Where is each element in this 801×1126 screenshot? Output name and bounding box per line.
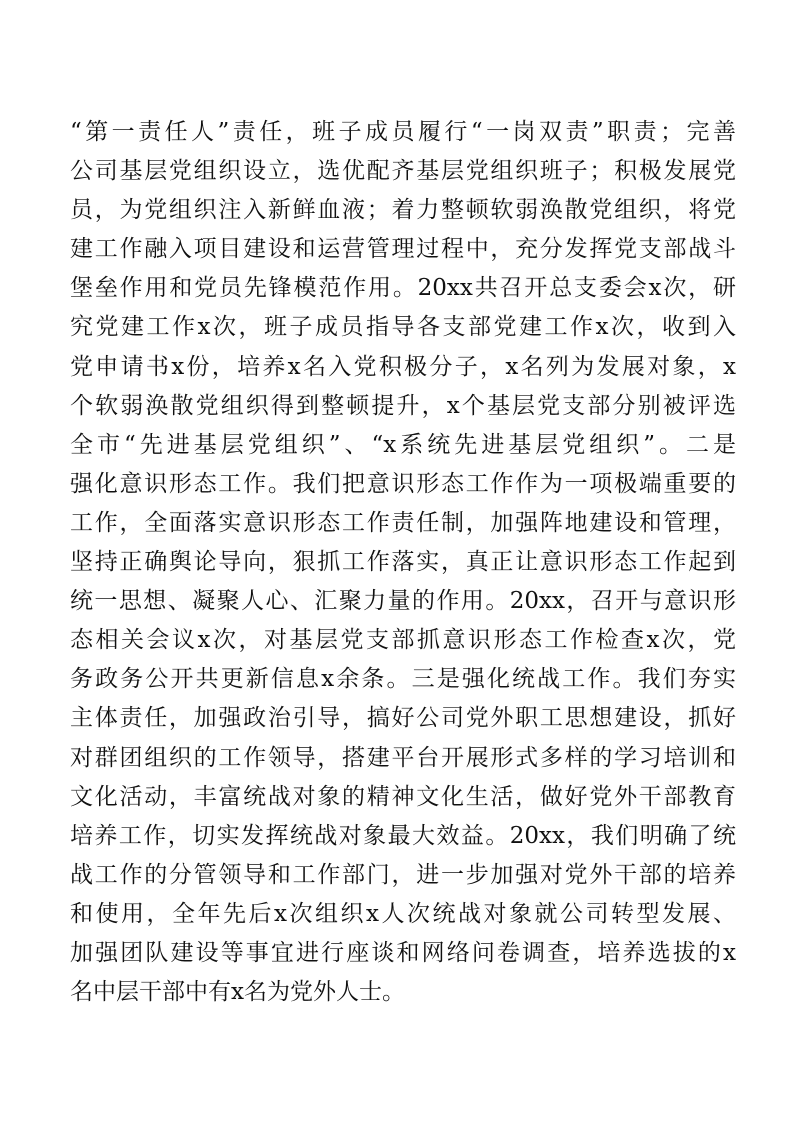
body-paragraph: [70, 113, 736, 1012]
paragraph-line: 堡垒作用和党员先锋模范作用。20xx共召开总支委会x次，研: [70, 275, 736, 302]
paragraph-line: 建工作融入项目建设和运营管理过程中，充分发挥党支部战斗: [70, 236, 736, 263]
paragraph-line: 文化活动，丰富统战对象的精神文化生活，做好党外干部教育: [70, 783, 736, 810]
paragraph-line: 党申请书x份，培养x名入党积极分子，x名列为发展对象，x: [70, 353, 736, 380]
paragraph-line: 坚持正确舆论导向，狠抓工作落实，真正让意识形态工作起到: [70, 549, 736, 576]
paragraph-line: “第一责任人”责任，班子成员履行“一岗双责”职责；完善: [70, 119, 736, 145]
paragraph-line: 态相关会议x次，对基层党支部抓意识形态工作检查x次，党: [70, 627, 736, 654]
paragraph-line: 究党建工作x次，班子成员指导各支部党建工作x次，收到入: [70, 314, 736, 341]
paragraph-line: 战工作的分管领导和工作部门，进一步加强对党外干部的培养: [70, 861, 736, 888]
paragraph-line: 工作，全面落实意识形态工作责任制，加强阵地建设和管理，: [70, 509, 736, 536]
paragraph-line: 培养工作，切实发挥统战对象最大效益。20xx，我们明确了统: [70, 822, 736, 849]
paragraph-line: 主体责任，加强政治引导，搞好公司党外职工思想建设，抓好: [70, 705, 736, 732]
paragraph-line: 公司基层党组织设立，选优配齐基层党组织班子；积极发展党: [70, 158, 736, 185]
paragraph-line: 全市“先进基层党组织”、“x系统先进基层党组织”。二是: [70, 431, 736, 458]
paragraph-line: 和使用，全年先后x次组织x人次统战对象就公司转型发展、: [70, 900, 736, 927]
paragraph-line: 加强团队建设等事宜进行座谈和网络问卷调查，培养选拔的x: [70, 939, 736, 966]
paragraph-line: 名中层干部中有x名为党外人士。: [70, 979, 405, 1006]
paragraph-line: 个软弱涣散党组织得到整顿提升，x个基层党支部分别被评选: [70, 392, 736, 419]
paragraph-line: 务政务公开共更新信息x余条。三是强化统战工作。我们夯实: [70, 666, 736, 693]
paragraph-line: 统一思想、凝聚人心、汇聚力量的作用。20xx，召开与意识形: [70, 588, 736, 615]
paragraph-line: 员，为党组织注入新鲜血液；着力整顿软弱涣散党组织，将党: [70, 197, 736, 224]
paragraph-line: 对群团组织的工作领导，搭建平台开展形式多样的学习培训和: [70, 744, 736, 771]
paragraph-line: 强化意识形态工作。我们把意识形态工作作为一项极端重要的: [70, 470, 736, 497]
